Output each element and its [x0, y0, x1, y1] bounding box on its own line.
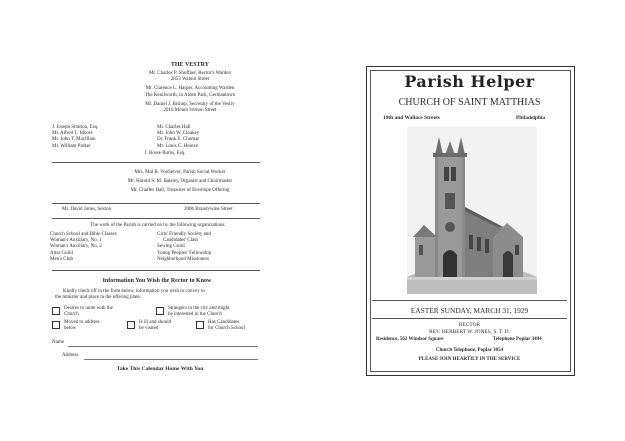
divider: [52, 203, 260, 204]
info-line: the minister and place in the offering plate.: [55, 295, 141, 301]
member: Mr. Alfred T. Moore: [52, 131, 93, 137]
orgs-right: [157, 232, 267, 263]
divider: [52, 218, 260, 219]
org-item: Woman's Auxiliary, No. 2: [50, 244, 102, 250]
ill-checkbox[interactable]: [127, 321, 135, 329]
info-text: [55, 289, 270, 301]
service-date: EASTER SUNDAY, MARCH 31, 1929: [410, 306, 529, 315]
name-field[interactable]: [68, 346, 258, 347]
member: Mr. Louis C. Heinze: [157, 143, 198, 149]
members-left: [52, 125, 152, 150]
staff-list: [70, 170, 290, 195]
check-text: Church: [64, 312, 79, 318]
check-text: Has Candidates: [208, 320, 240, 325]
footer-note: Take This Calendar Home With You: [116, 366, 204, 372]
candidates-checkbox[interactable]: [196, 321, 204, 329]
vestry-line: The Kenilworth, in Alden Park, Germantown: [144, 92, 236, 98]
unite-checkbox[interactable]: [52, 307, 60, 315]
org-item: Girls' Friendly Society and: [157, 232, 211, 237]
sexton-name: Mr. David Jones, Sexton: [62, 207, 112, 212]
vestry-line: Mr. Daniel J. Bishop, Secretary of the Vestry: [145, 101, 235, 107]
sexton-address: 2006 Brandywine Street: [184, 207, 233, 212]
staff-line: Mr. Harold S. M. Balsley, Organist and Choirmaster: [127, 179, 233, 185]
telephone: Telephone Poplar 3494: [493, 337, 542, 342]
info-line: Kindly check off in the form below, information you wish to convey to: [63, 289, 205, 294]
divider: [52, 270, 260, 271]
vestry-line: Mr. Charles P. Shoffner, Rector's Warden: [148, 71, 232, 76]
staff-line: Mrs. Mal B. VonSelver, Parish Social Worker: [134, 170, 226, 175]
org-item: Men's Club: [50, 256, 73, 262]
check-text: be visited: [139, 326, 159, 332]
residence: Residence, 562 Windsor Square: [376, 337, 444, 342]
divider: [372, 300, 567, 301]
staff-line: Mr. Charles Hall, Treasurer of Envelope Offering: [130, 188, 230, 194]
ill-label: [139, 320, 171, 332]
stranger-label: [168, 306, 230, 318]
check-text: be interested in the Church: [168, 312, 222, 318]
unite-label: [64, 306, 113, 318]
moved-checkbox[interactable]: [52, 321, 60, 329]
orgs-intro: The work of the Parish is carried on by the following organizations:: [90, 223, 226, 228]
org-item: Church School and Bible Classes: [50, 232, 117, 237]
stranger-checkbox[interactable]: [156, 307, 164, 315]
org-item: Sewing Guild: [157, 244, 185, 250]
divider: [372, 318, 567, 319]
member: Dr. Frank E. Chumar: [157, 137, 200, 143]
member: Mr. John W. Cloakey: [157, 131, 200, 137]
church-name: CHURCH OF SAINT MATTHIAS: [398, 97, 541, 108]
member: Mr. John T. MacIllain: [52, 137, 96, 143]
candidates-label: [208, 320, 245, 332]
check-text: Moved to address: [64, 320, 100, 325]
vestry-line: 2010 Mount Vernon Street: [163, 108, 217, 114]
info-heading: Information You Wish the Rector to Know: [102, 278, 212, 284]
check-text: Strangers in the city and might: [168, 306, 230, 311]
check-text: Is ill and should: [139, 320, 172, 325]
church-telephone: Church Telephone, Poplar 3054: [435, 348, 504, 353]
org-item: Young Peoples' Fellowship: [157, 250, 212, 256]
member: J. Joseph Stratton, Esq.: [52, 125, 99, 130]
member: Mr. Charles Hall: [157, 125, 191, 130]
city: Philadelphia: [516, 115, 546, 121]
vestry-line: Mr. Clarence L. Harper, Accounting Warden: [145, 86, 235, 92]
streets: 19th and Wallace Streets: [383, 115, 440, 121]
member-last: J. Rosse Burns, Esq.: [144, 151, 186, 156]
org-item: Candidates' Class: [163, 238, 199, 244]
check-text: Desires to unite with the: [64, 306, 113, 311]
org-item: Altar Guild: [50, 250, 73, 256]
org-item: Neighborhood Missioners: [157, 256, 210, 262]
rector-name: REV. HERBERT W. JONES, S. T. D.: [429, 329, 510, 335]
members-right: [157, 125, 267, 150]
address-field[interactable]: [84, 359, 258, 360]
rector-label: RECTOR: [458, 322, 481, 328]
closing-line: PLEASE JOIN HEARTILY IN THE SERVICE: [418, 357, 521, 362]
orgs-left: [50, 232, 160, 263]
vestry-officers: [70, 71, 310, 114]
check-text: below: [64, 326, 77, 332]
vestry-title: THE VESTRY: [170, 62, 210, 68]
name-label: Name: [52, 340, 64, 345]
org-item: Woman's Auxiliary, No. 1: [50, 238, 102, 244]
church-illustration: [407, 127, 537, 294]
address-label: Address: [62, 353, 79, 358]
masthead-title: Parish Helper: [404, 72, 535, 91]
member: Mr. William Parker: [52, 143, 91, 149]
vestry-line: 2853 Walnut Street: [170, 77, 210, 83]
divider: [52, 162, 260, 163]
check-text: for Church School: [208, 326, 245, 332]
moved-label: [64, 320, 100, 332]
